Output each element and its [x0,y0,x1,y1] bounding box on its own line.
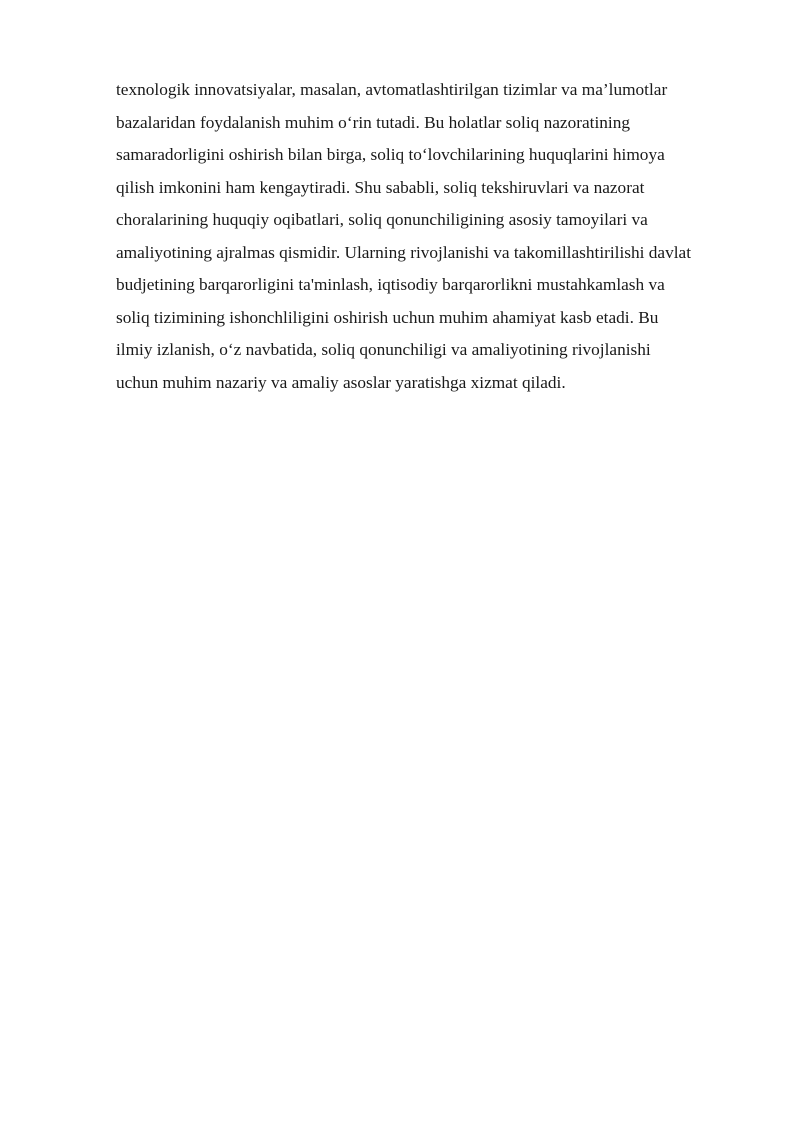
paragraph-line: amaliyotining ajralmas qismidir. Ularning rivojlanishi va takomillashtirilishi davlat [116,242,691,262]
paragraph-line: texnologik innovatsiyalar, masalan, avtomatlashtirilgan tizimlar va ma’lumotlar [116,80,668,99]
paragraph-line: samaradorligini oshirish bilan birga, soliq to‘lovchilarining huquqlarini himoya [116,145,665,164]
body-paragraph [116,74,756,399]
paragraph-line: choralarining huquqiy oqibatlari, soliq qonunchiligining asosiy tamoyilari va [116,210,648,229]
paragraph-line: bazalaridan foydalanish muhim o‘rin tutadi. Bu holatlar soliq nazoratining [116,112,630,132]
paragraph-line: soliq tizimining ishonchliligini oshirish uchun muhim ahamiyat kasb etadi. Bu [116,307,659,327]
paragraph-line: ilmiy izlanish, o‘z navbatida, soliq qonunchiligi va amaliyotining rivojlanishi [116,340,651,359]
paragraph-line: uchun muhim nazariy va amaliy asoslar yaratishga xizmat qiladi. [116,372,566,392]
paragraph-line: qilish imkonini ham kengaytiradi. Shu sababli, soliq tekshiruvlari va nazorat [116,177,645,197]
paragraph-line: budjetining barqarorligini ta'minlash, iqtisodiy barqarorlikni mustahkamlash va [116,275,665,294]
